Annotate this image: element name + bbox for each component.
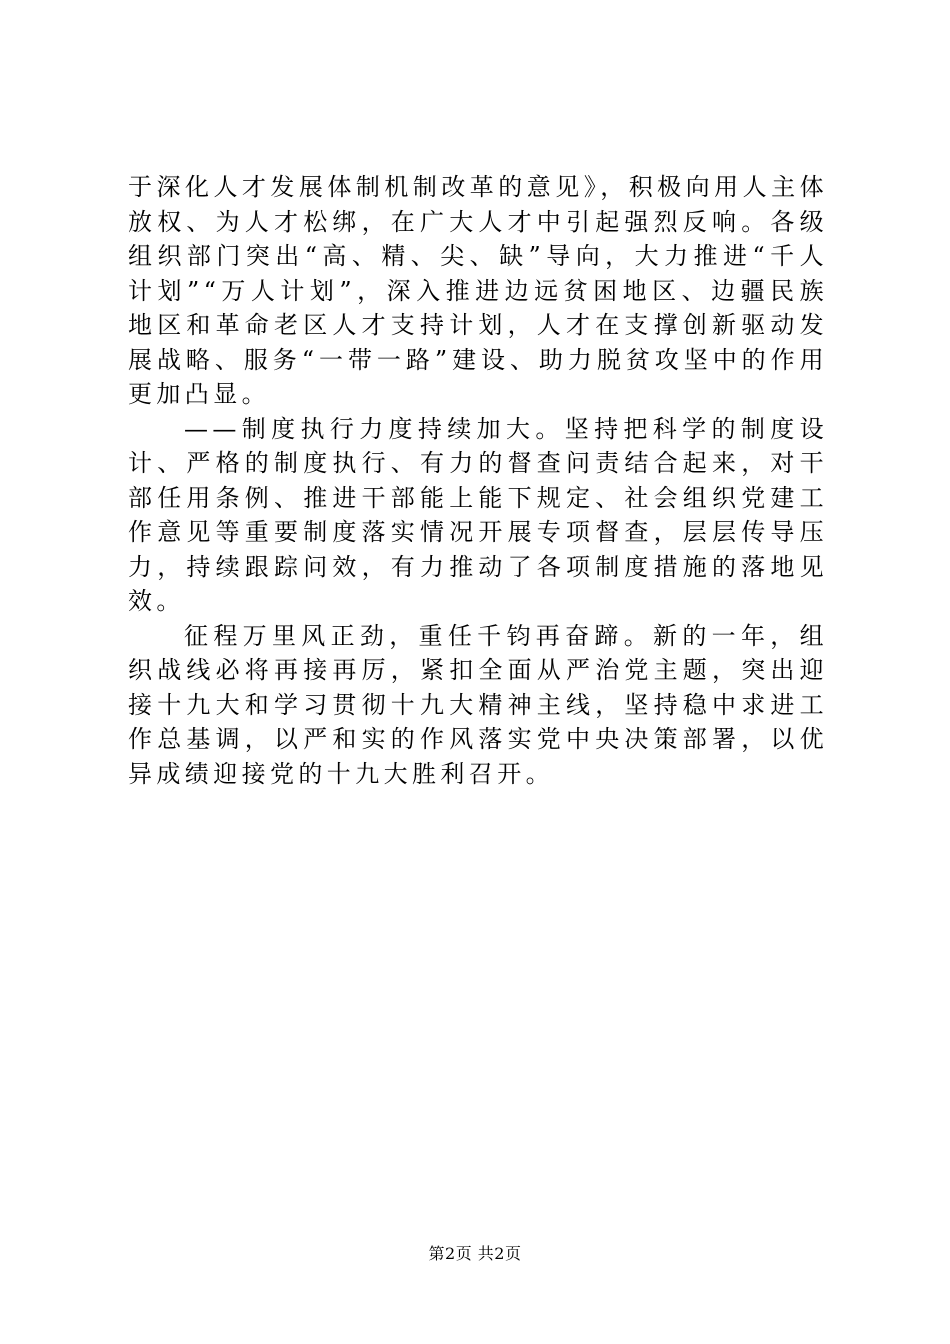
page-number-footer: 第2页 共2页 bbox=[428, 1244, 522, 1263]
paragraph-system-execution: ——制度执行力度持续加大。坚持把科学的制度设计、严格的制度执行、有力的督查问责结合起来，对干部任用条例、推进干部能上能下规定、社会组织党建工作意见等重要制度落实情况开展专项督查，层层传导压力，持续跟踪问效，有力推动了各项制度措施的落地见效。 bbox=[128, 414, 828, 615]
paragraph-talent-policy: 于深化人才发展体制机制改革的意见》，积极向用人主体放权、为人才松绑，在广大人才中引起强烈反响。各级组织部门突出“高、精、尖、缺”导向，大力推进“千人计划”“万人计划”，深入推进边远贫困地区、边疆民族地区和革命老区人才支持计划，人才在支撑创新驱动发展战略、服务“一带一路”建设、助力脱贫攻坚中的作用更加凸显。 bbox=[128, 173, 828, 408]
paragraph-conclusion: 征程万里风正劲，重任千钧再奋蹄。新的一年，组织战线必将再接再厉，紧扣全面从严治党主题，突出迎接十九大和学习贯彻十九大精神主线，坚持稳中求进工作总基调，以严和实的作风落实党中央决策部署，以优异成绩迎接党的十九大胜利召开。 bbox=[128, 621, 828, 788]
document-body bbox=[128, 170, 828, 791]
